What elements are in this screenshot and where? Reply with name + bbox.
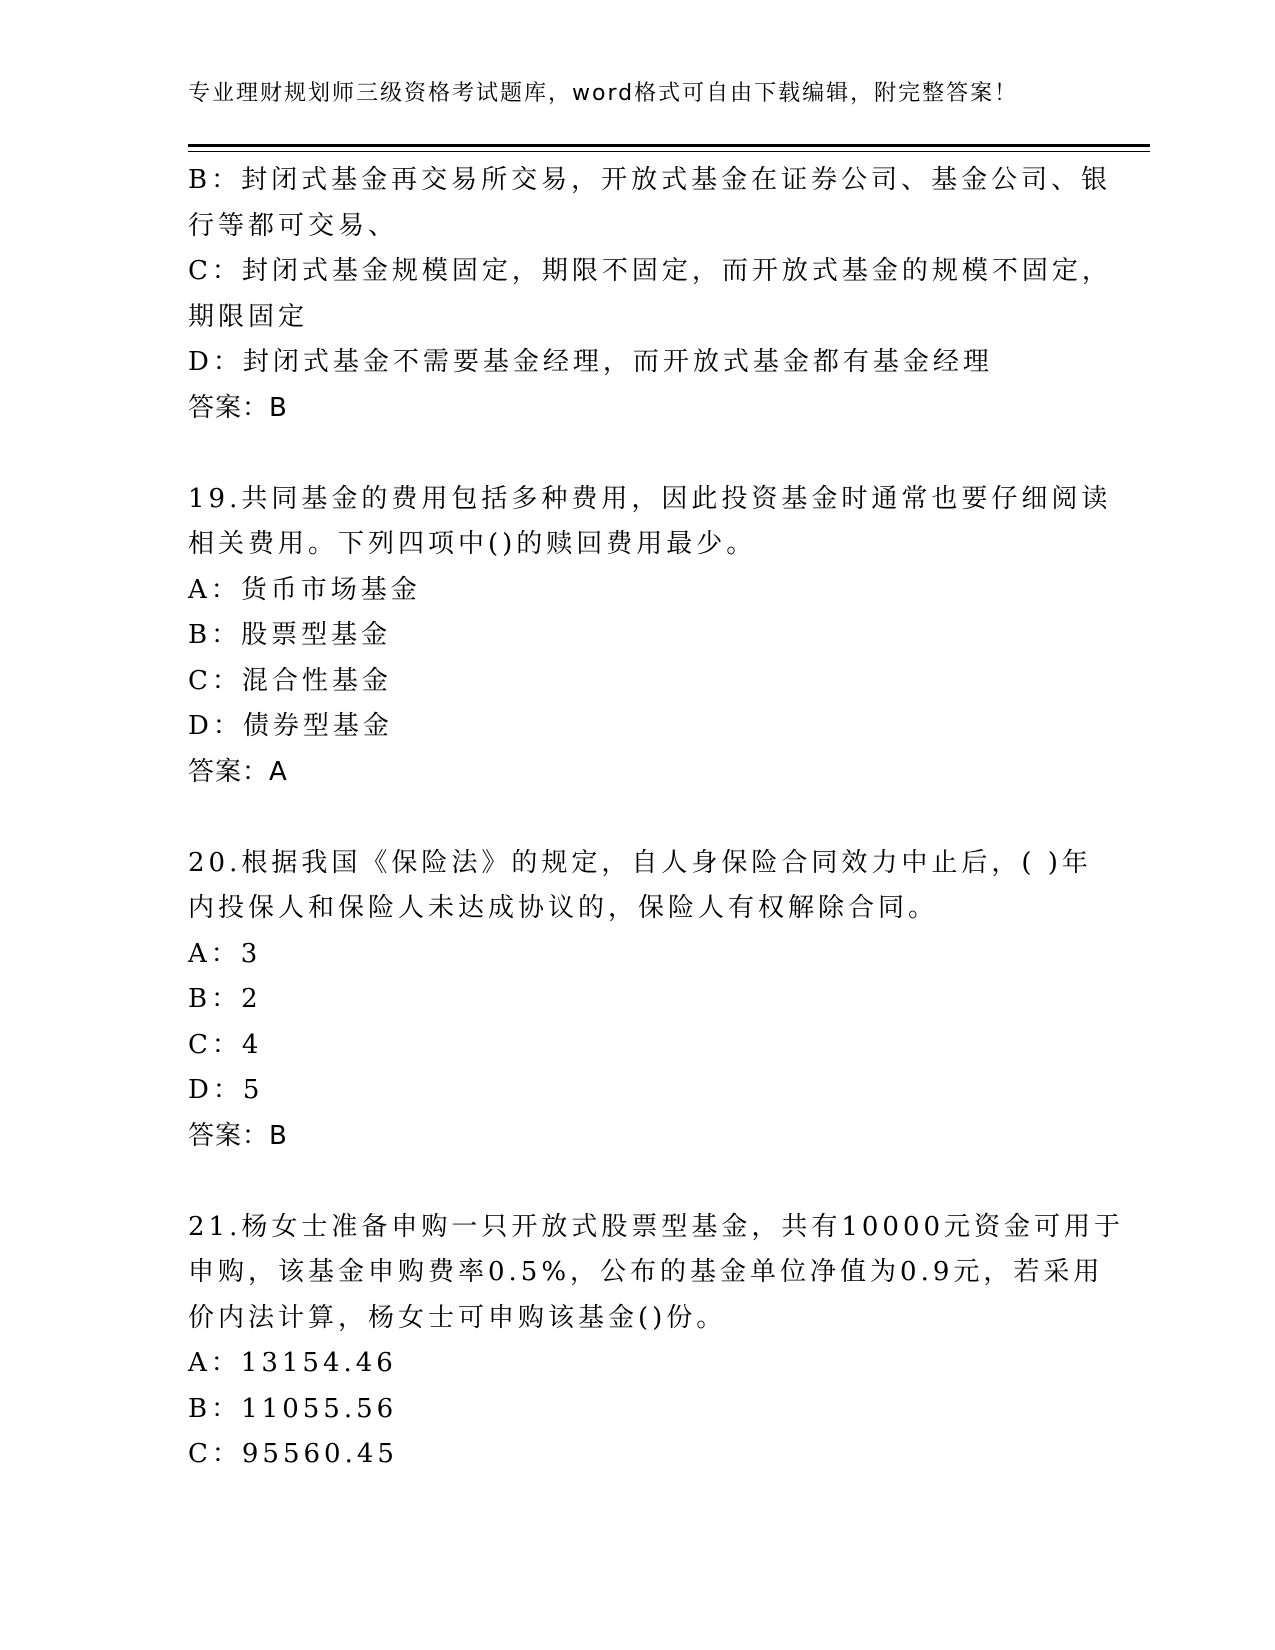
option-d: D：封闭式基金不需要基金经理，而开放式基金都有基金经理 <box>188 347 993 377</box>
page-header: 专业理财规划师三级资格考试题库，word格式可自由下载编辑，附完整答案！ <box>188 81 1019 106</box>
option-b: B：股票型基金 <box>188 620 392 650</box>
answer: 答案：B <box>188 392 288 423</box>
header-rule-thin <box>188 151 1150 152</box>
question-stem-line2: 申购，该基金申购费率0.5%，公布的基金单位净值为0.9元，若采用 <box>188 1257 1104 1287</box>
spacer <box>188 795 1088 841</box>
question-stem-line2: 相关费用。下列四项中()的赎回费用最少。 <box>188 529 757 559</box>
answer: 答案：B <box>188 1120 288 1151</box>
question-19 <box>188 477 1112 796</box>
question-20 <box>188 841 1092 1160</box>
option-c: C：4 <box>188 1029 263 1060</box>
option-d: D：5 <box>188 1075 264 1105</box>
question-stem-line1: 19.共同基金的费用包括多种费用，因此投资基金时通常也要仔细阅读 <box>188 483 1112 514</box>
option-c: C：95560.45 <box>188 1439 398 1469</box>
option-b: B：11055.56 <box>188 1393 398 1424</box>
question-stem-line2: 内投保人和保险人未达成协议的，保险人有权解除合同。 <box>188 893 939 923</box>
option-a: A：3 <box>188 938 262 969</box>
option-c: C：混合性基金 <box>188 665 392 696</box>
spacer <box>188 1159 1088 1205</box>
spacer <box>188 431 1088 477</box>
option-d: D：债券型基金 <box>188 711 393 741</box>
header-rule-thick <box>188 144 1150 147</box>
option-c-line1: C：封闭式基金规模固定，期限不固定，而开放式基金的规模不固定， <box>188 256 1112 286</box>
question-21 <box>188 1205 1125 1478</box>
question-18 <box>188 158 1112 431</box>
question-stem-line3: 价内法计算，杨女士可申购该基金()份。 <box>188 1302 727 1333</box>
question-stem-line1: 21.杨女士准备申购一只开放式股票型基金，共有10000元资金可用于 <box>188 1211 1125 1242</box>
question-stem-line1: 20.根据我国《保险法》的规定，自人身保险合同效力中止后，( )年 <box>188 847 1092 878</box>
option-a: A：13154.46 <box>188 1348 397 1378</box>
question-content <box>188 158 1125 1478</box>
option-c-line2: 期限固定 <box>188 301 309 332</box>
answer: 答案：A <box>188 756 288 787</box>
option-b-line2: 行等都可交易、 <box>188 210 399 241</box>
option-b: B：2 <box>188 984 262 1014</box>
option-b-line1: B：封闭式基金再交易所交易，开放式基金在证券公司、基金公司、银 <box>188 165 1112 195</box>
option-a: A：货币市场基金 <box>188 574 421 605</box>
